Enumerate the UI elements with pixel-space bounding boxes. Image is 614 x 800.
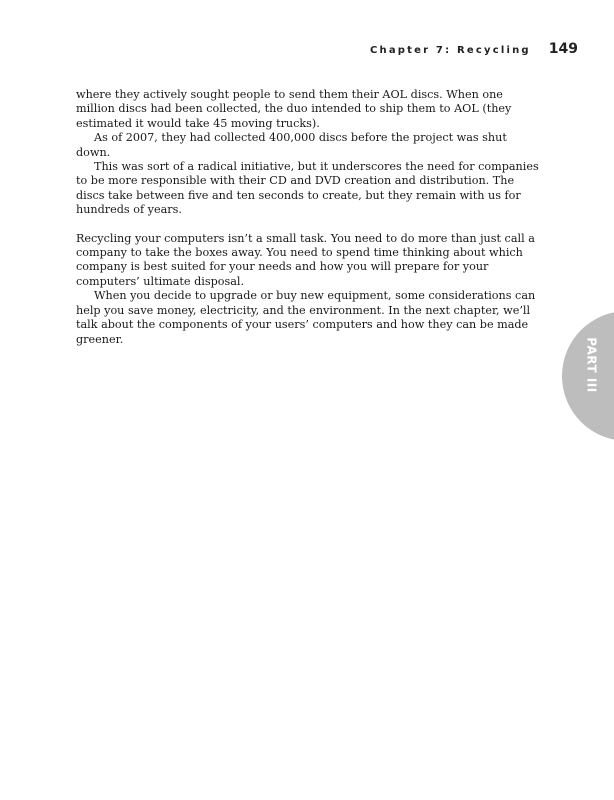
part-label: PART III xyxy=(585,337,600,393)
part-tab-label xyxy=(572,337,612,393)
page-number: 149 xyxy=(548,41,578,57)
paragraph: This was sort of a radical initiative, but it underscores the need for companies to be more responsible with their CD and DVD creation and distribution. The discs take between five and ten seconds to create, but they remain with us for hundreds of years. xyxy=(76,160,539,217)
paragraph: When you decide to upgrade or buy new equipment, some considerations can help you save money, electricity, and the environment. In the next chapter, we’ll talk about the components of your users’ computers and how they can be made greener. xyxy=(76,289,536,346)
paragraph: Recycling your computers isn’t a small task. You need to do more than just call a company to take the boxes away. You need to spend time thinking about which company is best suited for your needs and how you will prepare for your computers’ ultimate disposal. xyxy=(76,231,535,288)
body-text xyxy=(76,88,540,347)
paragraph: As of 2007, they had collected 400,000 discs before the project was shut down. xyxy=(76,131,507,159)
chapter-title: Chapter 7: Recycling xyxy=(369,45,531,56)
paragraph: where they actively sought people to send them their AOL discs. When one million discs had been collected, the duo intended to ship them to AOL (they estimated it would take 45 moving trucks). xyxy=(76,88,512,130)
running-header xyxy=(370,41,578,57)
